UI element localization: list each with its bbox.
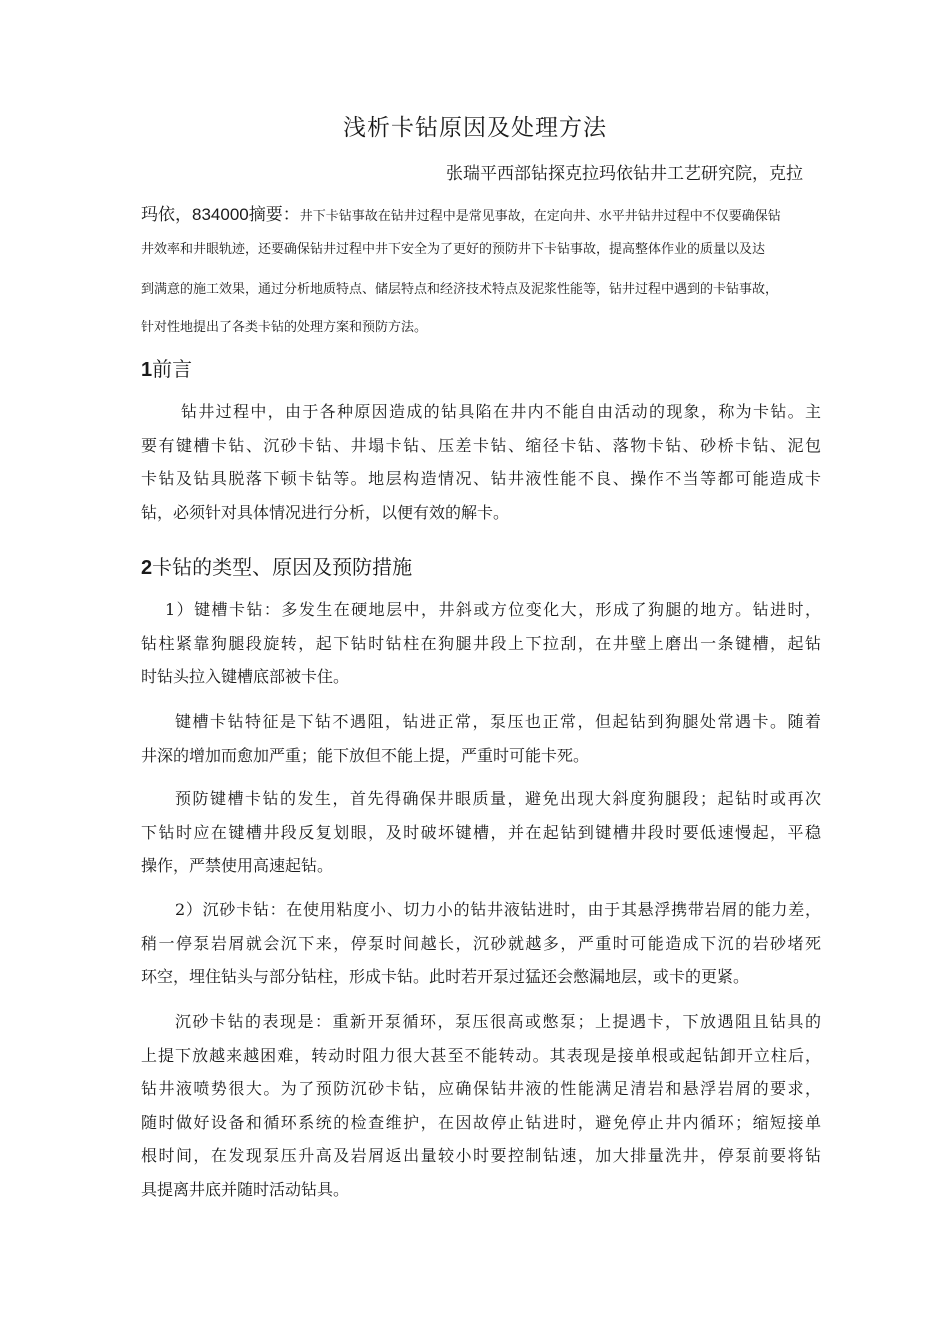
paragraph-line: 钻，必须针对具体情况进行分析，以便有效的解卡。: [141, 502, 510, 522]
paragraph-line: 钻柱紧靠狗腿段旋转，起下钻时钻柱在狗腿井段上下拉刮，在井壁上磨出一条键槽，起钻: [141, 633, 821, 653]
paragraph-line: 操作，严禁使用高速起钻。: [141, 856, 334, 875]
abstract-text-line: 针对性地提出了各类卡钻的处理方案和预防方法。: [141, 320, 428, 335]
section-number: 2: [141, 557, 153, 579]
abstract-postcode: 834000: [192, 205, 249, 224]
paragraph-line: 钻井液喷势很大。为了预防沉砂卡钻，应确保钻井液的性能满足清岩和悬浮岩屑的要求，: [141, 1079, 821, 1098]
section-number: 1: [141, 359, 153, 381]
section-title: 前言: [152, 357, 193, 381]
abstract-text-line: 井下卡钻事故在钻井过程中是常见事故，在定向井、水平井钻井过程中不仅要确保钻: [299, 209, 781, 224]
abstract-first-line: [141, 203, 811, 229]
paragraph-line: 根时间，在发现泵压升高及岩屑返出量较小时要控制钻速，加大排量洗井，停泵前要将钻: [141, 1146, 821, 1165]
paragraph-line: 1）键槽卡钻：多发生在硬地层中，井斜或方位变化大，形成了狗腿的地方。钻进时，: [165, 600, 821, 619]
paragraph-line: 钻井过程中，由于各种原因造成的钻具陷在井内不能自由活动的现象，称为卡钻。主: [181, 402, 821, 421]
paragraph-line: 具提离井底并随时活动钻具。: [141, 1179, 350, 1199]
paragraph-line: 沉砂卡钻的表现是：重新开泵循环，泵压很高或憋泵；上提遇卡，下放遇阻且钻具的: [175, 1012, 821, 1031]
paragraph-line: 上提下放越来越困难，转动时阻力很大甚至不能转动。其表现是接单根或起钻卸开立柱后，: [141, 1045, 821, 1065]
paragraph-line: 2）沉砂卡钻：在使用粘度小、切力小的钻井液钻进时，由于其悬浮携带岩屑的能力差，: [175, 900, 821, 919]
paragraph-line: 稍一停泵岩屑就会沉下来，停泵时间越长，沉砂就越多，严重时可能造成下沉的岩砂堵死: [141, 933, 821, 953]
abstract-location: 玛依，: [141, 205, 192, 225]
section-heading: [141, 553, 412, 582]
paragraph: [141, 593, 821, 694]
paragraph-line: 随时做好设备和循环系统的检查维护，在因故停止钻进时，避免停止井内循环；缩短接单: [141, 1112, 821, 1132]
document-title: 浅析卡钻原因及处理方法: [343, 115, 607, 141]
paragraph: [141, 782, 821, 883]
paragraph-line: 时钻头拉入键槽底部被卡住。: [141, 667, 350, 686]
paragraph-line: 预防键槽卡钻的发生，首先得确保井眼质量，避免出现大斜度狗腿段；起钻时或再次: [175, 789, 821, 808]
section-heading: [141, 355, 192, 384]
paragraph: [141, 705, 821, 772]
abstract-label: 摘要：: [248, 205, 300, 225]
paragraph-line: 井深的增加而愈加严重；能下放但不能上提，严重时可能卡死。: [141, 745, 590, 765]
paragraph: [141, 395, 821, 529]
paragraph-line: 要有键槽卡钻、沉砂卡钻、井塌卡钻、压差卡钻、缩径卡钻、落物卡钻、砂桥卡钻、泥包: [141, 435, 821, 455]
paragraph-line: 键槽卡钻特征是下钻不遇阻，钻进正常，泵压也正常，但起钻到狗腿处常遇卡。随着: [175, 712, 821, 731]
paragraph: [141, 1005, 821, 1206]
paragraph-line: 卡钻及钻具脱落下顿卡钻等。地层构造情况、钻井液性能不良、操作不当等都可能造成卡: [141, 469, 821, 488]
abstract-text-line: 到满意的施工效果，通过分析地质特点、储层特点和经济技术特点及泥浆性能等，钻井过程中遇到的卡钻事故，: [141, 282, 779, 297]
section-title: 卡钻的类型、原因及预防措施: [152, 555, 413, 579]
paragraph: [141, 893, 821, 994]
abstract-text-line: 井效率和井眼轨迹，还要确保钻井过程中井下安全为了更好的预防井下卡钻事故，提高整体作业的质量以及达: [141, 242, 766, 257]
paragraph-line: 环空，埋住钻头与部分钻柱，形成卡钻。此时若开泵过猛还会憋漏地层，或卡的更紧。: [141, 967, 750, 986]
paragraph-line: 下钻时应在键槽井段反复划眼，及时破坏键槽，并在起钻到键槽井段时要低速慢起，平稳: [141, 822, 821, 842]
author-affiliation: 张瑞平西部钻探克拉玛依钻井工艺研究院，克拉: [446, 164, 803, 184]
